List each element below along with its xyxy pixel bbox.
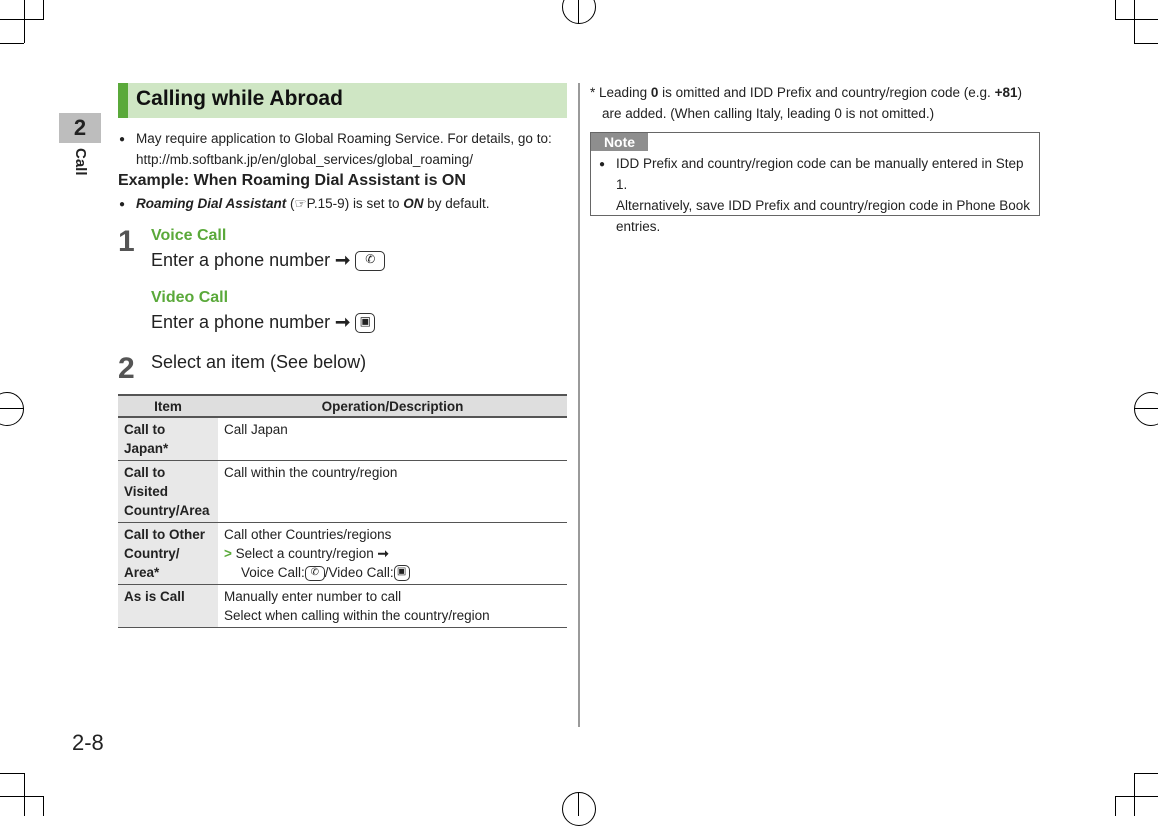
section-title: Calling while Abroad: [136, 87, 343, 110]
table-row: [118, 417, 567, 461]
crop-mark: [0, 408, 24, 409]
table-cell-desc: [218, 523, 567, 585]
crop-mark: [1134, 773, 1158, 774]
page-reference: P.15-9: [306, 196, 345, 211]
example-bullet: ● Roaming Dial Assistant (☞P.15-9) is set to ON by default.: [136, 193, 490, 214]
video-label: /Video Call:: [324, 565, 394, 580]
options-table: [118, 394, 567, 628]
footnote-zero: 0: [650, 85, 659, 100]
crop-mark: [1115, 796, 1158, 797]
crop-mark: [578, 0, 579, 24]
registration-mark: [562, 0, 596, 24]
crop-mark: [1115, 796, 1116, 816]
crop-mark: [24, 0, 25, 43]
chevron-right-icon: >: [224, 546, 232, 561]
crop-mark: [43, 796, 44, 816]
desc-subline: [224, 563, 561, 582]
title-accent: [118, 83, 128, 118]
crop-mark: [1134, 408, 1158, 409]
step-instruction: Enter a phone number: [151, 312, 331, 332]
table-cell-desc: Call Japan: [218, 417, 567, 461]
table-row: [118, 523, 567, 585]
example-mid: is set to: [352, 196, 400, 211]
crop-mark: [0, 43, 24, 44]
crop-mark: [43, 0, 44, 20]
footnote: [590, 82, 1022, 103]
crop-mark: [1115, 0, 1116, 20]
section-title-bar: [118, 83, 567, 118]
desc-line: Select when calling within the country/region: [224, 608, 490, 623]
table-cell-item: Call to Other Country/ Area*: [118, 523, 218, 585]
crop-mark: [0, 796, 44, 797]
crop-mark: [0, 19, 44, 20]
footnote-mid: is omitted and IDD Prefix and country/region code (e.g.: [662, 85, 991, 100]
step-number: 1: [118, 225, 135, 258]
desc-line: Call other Countries/regions: [224, 527, 392, 542]
footnote-line2: are added. (When calling Italy, leading 0 is not omitted.): [602, 106, 935, 121]
intro-url: http://mb.softbank.jp/en/global_services/global_roaming/: [136, 152, 473, 167]
example-end: by default.: [427, 196, 490, 211]
step-text-video: [151, 312, 375, 333]
table-cell-desc: [218, 585, 567, 628]
registration-mark: [0, 392, 24, 426]
note-line: Alternatively, save IDD Prefix and country/region code in Phone Book: [616, 198, 1030, 213]
video-call-key-icon: ▣: [394, 565, 410, 581]
desc-sub: Select a country/region: [235, 546, 374, 561]
arrow-icon: ➞: [335, 250, 351, 270]
step-label-voice: Voice Call: [151, 227, 227, 244]
note-line: ● IDD Prefix and country/region code can be manually entered in Step 1.: [616, 156, 1024, 192]
arrow-icon: ➞: [377, 546, 389, 561]
step-number: 2: [118, 352, 135, 385]
crop-mark: [0, 773, 24, 774]
table-cell-item: As is Call: [118, 585, 218, 628]
step-text-voice: [151, 250, 385, 271]
call-key-icon: ✆: [355, 251, 385, 271]
setting-name: Roaming Dial Assistant: [136, 196, 287, 211]
note-line: entries.: [616, 219, 661, 234]
note-label: Note: [591, 133, 648, 151]
pointer-icon: ☞: [294, 196, 307, 211]
table-header: Item: [118, 395, 218, 417]
crop-mark: [24, 773, 25, 816]
chapter-name: Call: [72, 148, 89, 176]
step-text: Select an item (See below): [151, 352, 367, 372]
table-cell-item: Call to Japan*: [118, 417, 218, 461]
note-bullet: [616, 153, 1036, 237]
crop-mark: [578, 792, 579, 816]
arrow-icon: ➞: [335, 312, 351, 332]
column-divider: [578, 83, 580, 727]
example-heading: Example: When Roaming Dial Assistant is ON: [118, 172, 466, 189]
setting-value: ON: [403, 196, 424, 211]
table-row: [118, 585, 567, 628]
voice-label: Voice Call:: [241, 565, 305, 580]
footnote-code: +81: [994, 85, 1018, 100]
desc-subline: [224, 544, 561, 563]
crop-mark: [1115, 19, 1158, 20]
table-header: Operation/Description: [218, 395, 567, 417]
table-row: [118, 461, 567, 523]
video-call-key-icon: ▣: [355, 313, 375, 333]
step-instruction: Enter a phone number: [151, 250, 331, 270]
page-number: 2-8: [72, 730, 104, 755]
footnote-pre: Leading: [599, 85, 648, 100]
chapter-number: 2: [59, 113, 101, 143]
intro-text: May require application to Global Roaming Service. For details, go to:: [136, 131, 552, 146]
crop-mark: [1134, 43, 1158, 44]
footnote-marker: *: [590, 85, 596, 100]
step-label-video: Video Call: [151, 289, 229, 306]
desc-line: Manually enter number to call: [224, 589, 402, 604]
registration-mark: [1134, 392, 1158, 426]
footnote-close: ): [1017, 85, 1022, 100]
intro-bullet: [136, 128, 552, 149]
table-cell-desc: Call within the country/region: [218, 461, 567, 523]
crop-mark: [1134, 0, 1135, 43]
registration-mark: [562, 792, 596, 826]
call-key-icon: ✆: [305, 566, 325, 581]
table-cell-item: Call to Visited Country/Area: [118, 461, 218, 523]
crop-mark: [1134, 773, 1135, 816]
note-box: [590, 132, 1040, 234]
